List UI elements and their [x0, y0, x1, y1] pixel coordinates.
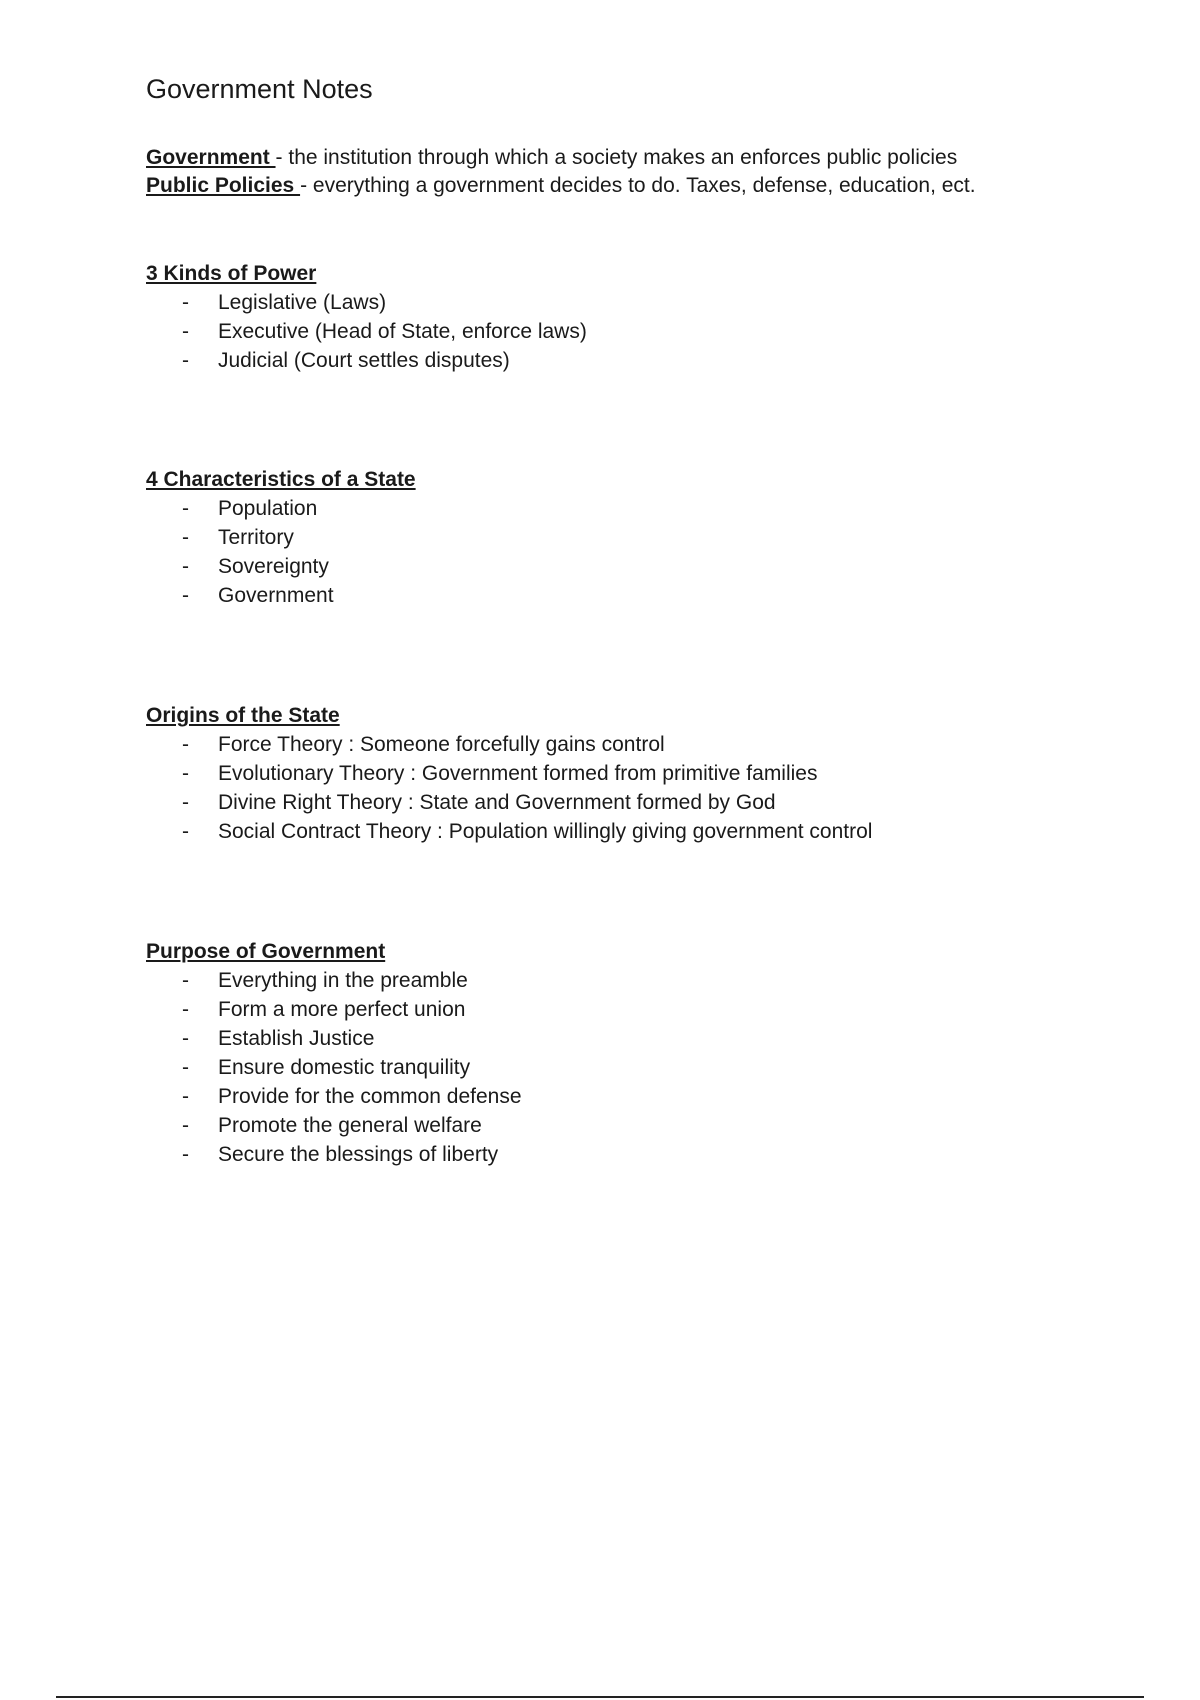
section-purpose-of-government	[146, 938, 1086, 1169]
definition-text: - everything a government decides to do. Taxes, defense, education, ect.	[300, 174, 976, 197]
list-item: - Provide for the common defense	[146, 1082, 1086, 1111]
definitions	[146, 144, 1086, 200]
list-item: - Establish Justice	[146, 1024, 1086, 1053]
bullet-dash: -	[182, 497, 189, 520]
list-item: - Divine Right Theory : State and Government formed by God	[146, 788, 1086, 817]
bullet-dash: -	[182, 320, 189, 343]
page-bottom-rule	[56, 1696, 1144, 1698]
bullet-dash: -	[182, 820, 189, 843]
bullet-list	[146, 730, 1086, 846]
bullet-dash: -	[182, 762, 189, 785]
bullet-dash: -	[182, 584, 189, 607]
definition-term: Public Policies	[146, 174, 301, 197]
section-heading: 4 Characteristics of a State	[146, 468, 416, 491]
list-item: - Evolutionary Theory : Government formed from primitive families	[146, 759, 1086, 788]
bullet-dash: -	[182, 1143, 189, 1166]
bullet-dash: -	[182, 1085, 189, 1108]
bullet-dash: -	[182, 1114, 189, 1137]
section-heading: Origins of the State	[146, 704, 340, 727]
list-item: - Force Theory : Someone forcefully gains control	[146, 730, 1086, 759]
list-item: - Social Contract Theory : Population willingly giving government control	[146, 817, 1086, 846]
bullet-dash: -	[182, 291, 189, 314]
list-item: - Ensure domestic tranquility	[146, 1053, 1086, 1082]
bullet-dash: -	[182, 1027, 189, 1050]
section-origins-of-state	[146, 702, 1086, 846]
list-item: - Sovereignty	[146, 552, 1086, 581]
definition-text: - the institution through which a society makes an enforces public policies	[275, 146, 958, 169]
page-title: Government Notes	[146, 74, 373, 104]
definition-government	[146, 144, 1086, 172]
bullet-dash: -	[182, 1056, 189, 1079]
definition-term: Government	[146, 146, 276, 169]
list-item: - Legislative (Laws)	[146, 288, 1086, 317]
list-item: - Judicial (Court settles disputes)	[146, 346, 1086, 375]
section-heading: 3 Kinds of Power	[146, 262, 317, 285]
bullet-dash: -	[182, 998, 189, 1021]
list-item: - Territory	[146, 523, 1086, 552]
section-kinds-of-power	[146, 260, 1086, 375]
document-page	[146, 72, 1086, 1166]
bullet-dash: -	[182, 733, 189, 756]
list-item: - Form a more perfect union	[146, 995, 1086, 1024]
list-item: - Secure the blessings of liberty	[146, 1140, 1086, 1169]
list-item: - Population	[146, 494, 1086, 523]
bullet-dash: -	[182, 349, 189, 372]
list-item: - Promote the general welfare	[146, 1111, 1086, 1140]
bullet-list	[146, 966, 1086, 1169]
definition-public-policies	[146, 172, 1086, 200]
bullet-dash: -	[182, 555, 189, 578]
section-characteristics-of-state	[146, 466, 1086, 610]
bullet-dash: -	[182, 791, 189, 814]
list-item: - Executive (Head of State, enforce laws)	[146, 317, 1086, 346]
bullet-dash: -	[182, 526, 189, 549]
bullet-list	[146, 494, 1086, 610]
bullet-dash: -	[182, 969, 189, 992]
section-heading: Purpose of Government	[146, 940, 386, 963]
list-item: - Everything in the preamble	[146, 966, 1086, 995]
bullet-list	[146, 288, 1086, 375]
list-item: - Government	[146, 581, 1086, 610]
